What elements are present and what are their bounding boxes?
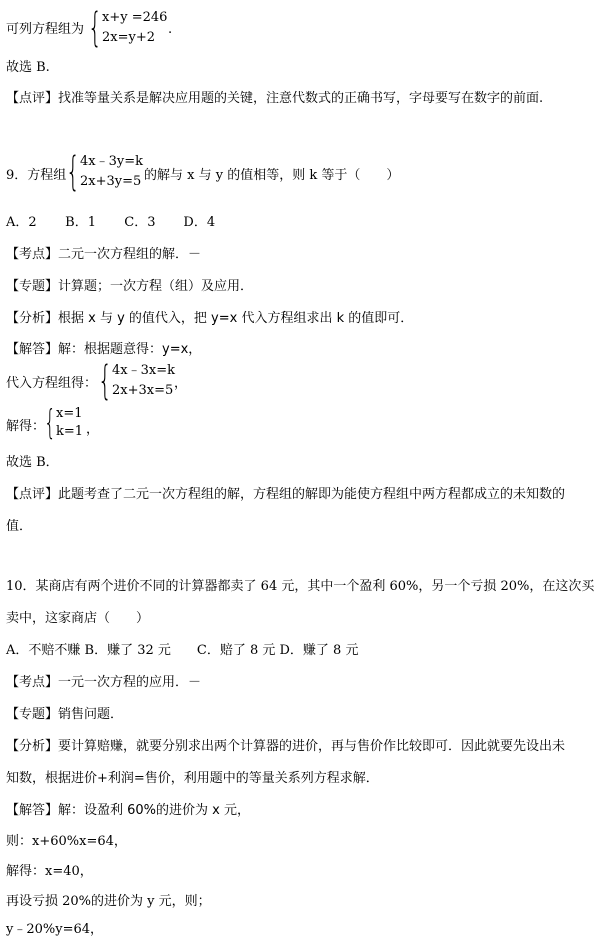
q9-options bbox=[6, 215, 215, 231]
equation-row: 4x﹣3y=k bbox=[80, 154, 143, 169]
q9-prefix: 9．方程组 bbox=[6, 168, 67, 183]
system-suffix: . bbox=[168, 22, 173, 37]
left-brace-icon: { bbox=[44, 403, 56, 443]
zhuanti-line: 【专题】计算题；一次方程（组）及应用． bbox=[6, 279, 254, 294]
step-line: 解得：x=40， bbox=[6, 864, 93, 879]
system-prefix-text: 可列方程组为 bbox=[6, 22, 85, 37]
fenxi-line: 【分析】根据 x 与 y 的值代入，把 y=x 代入方程组求出 k 的值即可． bbox=[6, 311, 414, 326]
q10-line-cont: 卖中，这家商店（ ） bbox=[6, 611, 150, 626]
step-line: 则：x+60%x=64， bbox=[6, 834, 127, 849]
q9-suffix: 的解与 x 与 y 的值相等，则 k 等于（ ） bbox=[144, 168, 400, 183]
sol-suffix: ， bbox=[86, 422, 100, 437]
sol-prefix: 解得： bbox=[6, 419, 46, 434]
answer-line: 故选 B． bbox=[6, 455, 59, 470]
q10-options: A．不赔不赚 B．赚了 32 元 C．赔了 8 元 D．赚了 8 元 bbox=[6, 643, 359, 658]
equation-system-top bbox=[88, 5, 168, 51]
sub-prefix: 代入方程组得： bbox=[6, 376, 98, 391]
left-brace-icon: { bbox=[88, 5, 102, 51]
equation-row: 2x=y+2 bbox=[102, 30, 156, 45]
jieda-line: 【解答】解：根据题意得：y=x， bbox=[6, 342, 202, 357]
jieda-line: 【解答】解：设盈利 60%的进价为 x 元， bbox=[6, 803, 250, 818]
answer-line: 故选 B. bbox=[6, 60, 50, 75]
option-c: C．3 bbox=[124, 215, 156, 230]
left-brace-icon: { bbox=[66, 149, 80, 195]
equation-row: 2x+3y=5 bbox=[80, 174, 142, 189]
option-b: B．1 bbox=[65, 215, 96, 230]
equation-row: k=1 bbox=[56, 424, 84, 439]
q9-equation-system bbox=[66, 149, 143, 195]
fenxi-line: 【分析】要计算赔赚，就要分别求出两个计算器的进价，再与售价作比较即可．因此就要先设出未 bbox=[6, 739, 566, 754]
comment-line: 【点评】此题考查了二元一次方程组的解，方程组的解即为能使方程组中两方程都成立的未知数的 bbox=[6, 487, 566, 502]
q9-solution-system bbox=[44, 405, 83, 441]
option-a: A．2 bbox=[6, 215, 37, 230]
option-d: D．4 bbox=[183, 215, 216, 230]
left-brace-icon: { bbox=[98, 358, 112, 404]
sub-suffix: ， bbox=[174, 376, 188, 391]
equation-row: x+y =246 bbox=[102, 10, 168, 25]
zhuanti-line: 【专题】销售问题． bbox=[6, 707, 124, 722]
step-line: y﹣20%y=64， bbox=[6, 922, 104, 937]
kaodian-line: 【考点】二元一次方程组的解．－ bbox=[6, 247, 202, 262]
equation-row: x=1 bbox=[56, 406, 83, 421]
q10-line: 10．某商店有两个进价不同的计算器都卖了 64 元，其中一个盈利 60%，另一个亏损 20%，在这次买 bbox=[6, 579, 595, 594]
equation-row: 4x﹣3x=k bbox=[112, 363, 175, 378]
comment-line-cont: 值． bbox=[6, 519, 33, 534]
comment-line: 【点评】找准等量关系是解决应用题的关键，注意代数式的正确书写，字母要写在数字的前面. bbox=[6, 91, 544, 106]
fenxi-line-cont: 知数，根据进价+利润=售价，利用题中的等量关系列方程求解． bbox=[6, 771, 379, 786]
kaodian-line: 【考点】一元一次方程的应用．－ bbox=[6, 675, 202, 690]
equation-row: 2x+3x=5 bbox=[112, 383, 174, 398]
q9-substituted-system bbox=[98, 358, 175, 404]
step-line: 再设亏损 20%的进价为 y 元，则； bbox=[6, 894, 211, 909]
